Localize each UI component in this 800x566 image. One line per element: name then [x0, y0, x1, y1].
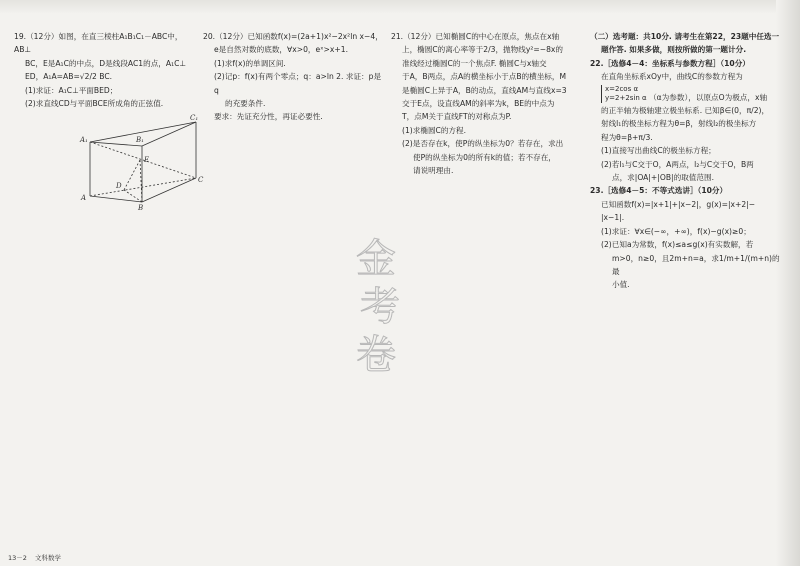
q19-line: 19.（12分）如图，在直三棱柱A₁B₁C₁－ABC中，AB⊥ [14, 32, 183, 55]
q23-part: (2)已知a为常数，f(x)≤a≤g(x)有实数解，若 [601, 240, 754, 250]
q23-part: 小值. [612, 280, 630, 290]
q21-part: (1)求椭圆C的方程. [402, 125, 467, 135]
q19-part: (1)求证：A₁C⊥平面BED； [25, 85, 118, 95]
watermark-char: 考 [360, 284, 400, 330]
optional-header: （二）选考题：共10分. 请考生在第22，23题中任选一 [590, 32, 780, 41]
q20-part: (1)求f(x)的单调区间. [214, 58, 286, 68]
label-A1: A₁ [80, 136, 88, 144]
q21-part: (2)是否存在k，使P的纵坐标为0？若存在，求出 [402, 139, 564, 149]
q20-part: 的充要条件. [225, 99, 266, 109]
q21-line: 21.（12分）已知椭圆C的中心在原点，焦点在x轴 [391, 32, 560, 41]
label-E: E [144, 156, 150, 164]
q23-part: (1)求证：∀x∈(−∞，+∞)，f(x)−g(x)≥0； [601, 226, 751, 236]
q21-part: 请说明理由. [413, 166, 454, 176]
optional-questions [590, 30, 780, 292]
q22-title: 22.［选修4－4：坐标系与参数方程］（10分） [590, 58, 750, 68]
watermark-seal [338, 228, 428, 378]
top-shadow [0, 0, 800, 14]
label-D: D [116, 182, 122, 190]
question-20 [203, 30, 383, 124]
subject-label: 文科数学 [35, 554, 61, 562]
page-footer [8, 553, 67, 562]
q20-line: 20.（12分）已知函数f(x)=(2a+1)x²−2x²ln x−4， [203, 32, 383, 41]
q21-line: T，点M关于直线FT的对称点为P. [402, 112, 512, 122]
label-B1: B₁ [136, 136, 144, 144]
q21-line: 交于E点，设直线AM的斜率为k，BE的中点为 [402, 99, 555, 109]
q21-part: 使P的纵坐标为0的所有k的值；若不存在， [413, 152, 556, 162]
watermark-char: 卷 [356, 332, 396, 378]
q23-line: |x−1|. [601, 213, 625, 223]
q22-line: 的正半轴为极轴建立极坐标系. 已知β∈(0，π/2)， [601, 106, 770, 116]
q21-line: 上，椭圆C的离心率等于2/3，抛物线y²=−8x的 [402, 45, 564, 55]
q22-part: (1)直接写出曲线C的极坐标方程； [601, 146, 716, 156]
q22-system-line [590, 84, 780, 104]
label-C: C [198, 176, 204, 184]
q22-part: (2)若l₁与C交于O，A两点，l₂与C交于O，B两 [601, 159, 754, 169]
q21-line: 于A，B两点，点A的横坐标小于点B的横坐标，M [402, 72, 567, 82]
label-A: A [81, 194, 87, 202]
q22-part: 点，求|OA|+|OB|的取值范围. [612, 173, 714, 183]
q22-line: 程为θ=β+π/3. [601, 132, 653, 142]
question-21 [391, 30, 577, 177]
prism-figure [78, 112, 210, 212]
system-eq-y: y=2+2sin α [605, 93, 647, 102]
q21-line: 准线经过椭圆C的一个焦点F. 椭圆C与x轴交 [402, 58, 547, 68]
system-eq-x: x=2cos α [605, 84, 639, 93]
page-number: 13－2 [8, 554, 27, 562]
label-B: B [138, 204, 144, 212]
q22-line: 射线l₁的极坐标方程为θ=β，射线l₂的极坐标方 [601, 119, 757, 129]
q22-line: （α为参数），以原点O为极点，x轴 [649, 92, 768, 102]
watermark-char: 金 [356, 236, 396, 282]
optional-header: 题作答. 如果多做，则按所做的第一题计分. [601, 45, 747, 55]
label-C1: C₁ [190, 114, 199, 122]
parametric-system [601, 85, 647, 103]
q20-line: e是自然对数的底数，∀x>0，eˣ>x+1. [214, 45, 348, 55]
q20-part: (2)记p：f(x)有两个零点；q：a>ln 2. 求证：p是q [214, 72, 382, 95]
q23-part: m>0，n≥0，且2m+n=a，求1/m+1/(m+n)的最 [612, 253, 780, 276]
q19-part: (2)求直线CD与平面BCE所成角的正弦值. [25, 99, 164, 109]
q20-note: 要求：先证充分性，再证必要性. [214, 112, 323, 122]
q23-line: 已知函数f(x)=|x+1|+|x−2|，g(x)=|x+2|− [601, 199, 756, 209]
q19-line: ED，A₁A=AB=√2/2 BC. [25, 72, 113, 82]
q21-line: 是椭圆C上异于A，B的动点，直线AM与直线x=3 [402, 85, 567, 95]
q19-line: BC，E是A₁C的中点，D是线段AC1的点，A₁C⊥ [25, 58, 187, 68]
q23-title: 23.［选修4－5：不等式选讲］（10分） [590, 186, 728, 196]
q22-line: 在直角坐标系xOy中，曲线C的参数方程为 [601, 72, 743, 82]
question-19 [14, 30, 192, 110]
